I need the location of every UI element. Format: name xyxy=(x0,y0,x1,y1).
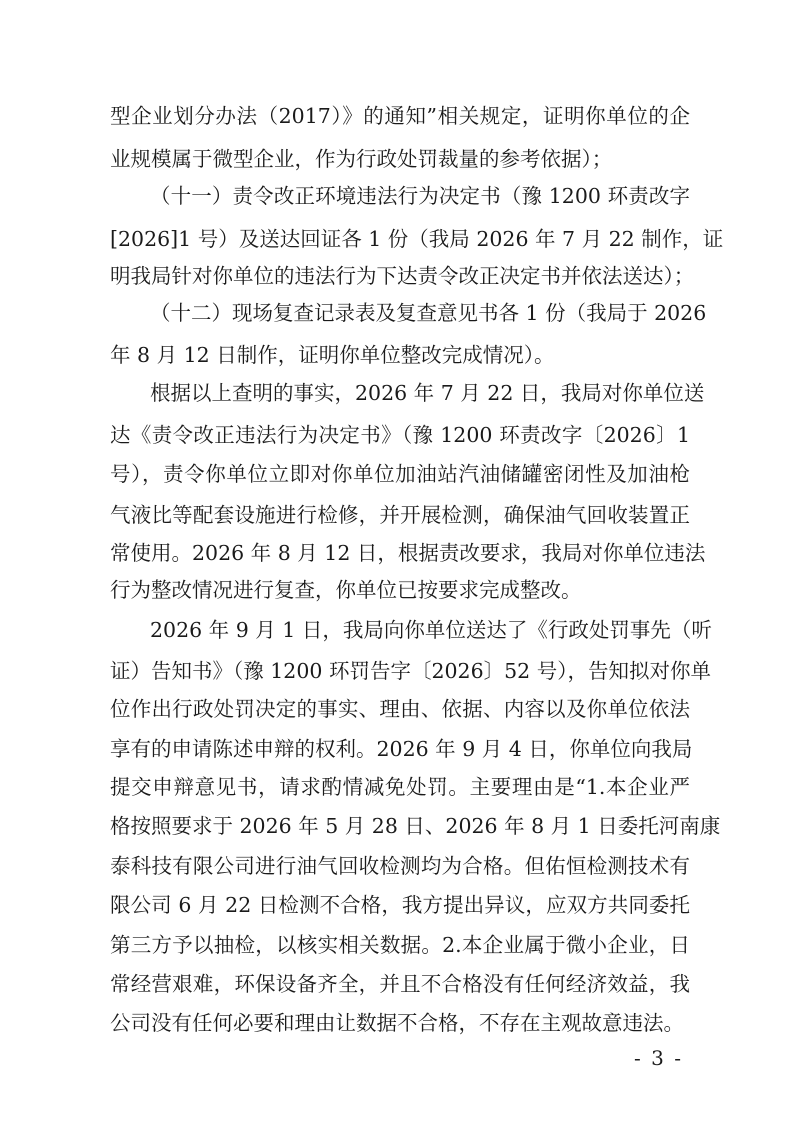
body-line: 型企业划分办法（2017）》的通知”相关规定，证明你单位的企 xyxy=(110,104,690,128)
body-line: 公司没有任何必要和理由让数据不合格，不存在主观故意违法。 xyxy=(110,1011,684,1035)
body-line: 明我局针对你单位的违法行为下达责令改正决定书并依法送达）； xyxy=(110,264,695,288)
body-line: 达《责令改正违法行为决定书》（豫 1200 环责改字〔2026〕1 xyxy=(110,423,690,447)
body-line: 证）告知书》（豫 1200 环罚告字〔2026〕52 号），告知拟对你单 xyxy=(110,659,711,683)
body-line: 限公司 6 月 22 日检测不合格，我方提出异议，应双方共同委托 xyxy=(110,893,690,917)
body-line: 根据以上查明的事实，2026 年 7 月 22 日，我局对你单位送 xyxy=(150,381,705,405)
body-line: [2026]1 号）及送达回证各 1 份（我局 2026 年 7 月 22 制作，证 xyxy=(110,227,724,251)
body-line: 第三方予以抽检，以核实相关数据。2.本企业属于微小企业，日 xyxy=(110,933,690,957)
body-line: 2026 年 9 月 1 日，我局向你单位送达了《行政处罚事先（听 xyxy=(150,618,712,642)
body-line: 号），责令你单位立即对你单位加油站汽油储罐密闭性及加油枪 xyxy=(110,462,690,486)
body-line: 常使用。2026 年 8 月 12 日，根据责改要求，我局对你单位违法 xyxy=(110,541,706,565)
page-number: - 3 - xyxy=(634,1046,683,1070)
body-line: 位作出行政处罚决定的事实、理由、依据、内容以及你单位依法 xyxy=(110,697,690,721)
body-line: 提交申辩意见书，请求酌情减免处罚。主要理由是“1.本企业严 xyxy=(110,775,690,799)
body-line: （十二）现场复查记录表及复查意见书各 1 份（我局于 2026 xyxy=(150,301,707,325)
body-line: 气液比等配套设施进行检修，并开展检测，确保油气回收装置正 xyxy=(110,503,690,527)
body-line: 享有的申请陈述申辩的权利。2026 年 9 月 4 日，你单位向我局 xyxy=(110,737,693,761)
body-line: 年 8 月 12 日制作，证明你单位整改完成情况）。 xyxy=(110,343,555,367)
body-line: 泰科技有限公司进行油气回收检测均为合格。但佑恒检测技术有 xyxy=(110,854,690,878)
body-line: 业规模属于微型企业，作为行政处罚裁量的参考依据）； xyxy=(110,147,613,171)
body-line: 常经营艰难，环保设备齐全，并且不合格没有任何经济效益，我 xyxy=(110,972,690,996)
body-line: 行为整改情况进行复查，你单位已按要求完成整改。 xyxy=(110,578,582,602)
body-line: 格按照要求于 2026 年 5 月 28 日、2026 年 8 月 1 日委托河南康 xyxy=(110,814,721,838)
body-line: （十一）责令改正环境违法行为决定书（豫 1200 环责改字 xyxy=(150,184,690,208)
